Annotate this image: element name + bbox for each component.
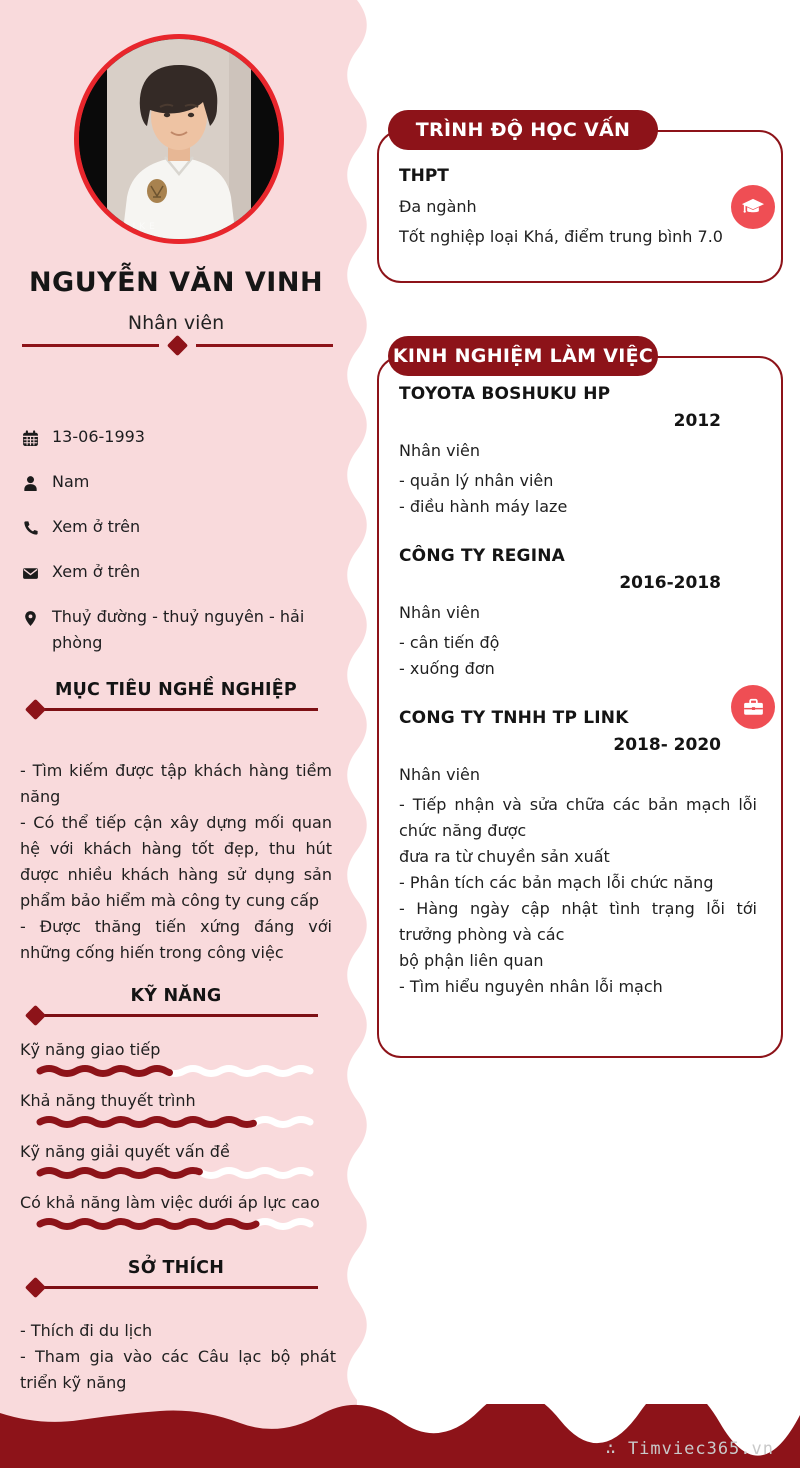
objective-line: - Có thể tiếp cận xây dựng mối quan hệ với khách hàng tốt đẹp, thu hút được nhiều khách hàng sử dụng sản phẩm bảo hiểm mà công ty cung cấp (20, 813, 332, 910)
skills-heading: KỸ NĂNG (130, 986, 222, 1006)
objective-heading: MỤC TIÊU NGHỀ NGHIỆP (55, 680, 297, 700)
job-details: - quản lý nhân viên - điều hành máy laze (399, 471, 568, 516)
job-entry (399, 546, 757, 682)
skill-label: Có khả năng làm việc dưới áp lực cao (20, 1193, 320, 1212)
profile-name: NGUYỄN VĂN VINH (28, 267, 324, 298)
job-company: CÔNG TY REGINA (399, 546, 566, 566)
job-period: 2016-2018 (619, 573, 721, 593)
job-role: Nhân viên (399, 441, 481, 460)
education-card (377, 130, 783, 283)
education-school: THPT (399, 166, 449, 186)
address-value: Thuỷ đường - thuỷ nguyên - hải phòng (52, 607, 305, 652)
job-company: CONG TY TNHH TP LINK (399, 708, 629, 728)
hobby-line: - Tham gia vào các Câu lạc bộ phát triển kỹ năng (20, 1347, 336, 1392)
job-details: - Tiếp nhận và sửa chữa các bản mạch lỗi chức năng được đưa ra từ chuyền sản xuất - Phân tích các bản mạch lỗi chức năng - Hàng ngày cập nhật tình trạng lỗi tới trưởng phòng và các bộ phận liên quan - Tìm hiểu nguyên nhân lỗi mạch (399, 795, 757, 996)
phone-value: Xem ở trên (52, 517, 141, 536)
objective-line: - Tìm kiếm được tập khách hàng tiềm năng (20, 761, 332, 806)
job-details: - cân tiến độ - xuống đơn (399, 633, 500, 678)
education-result: Tốt nghiệp loại Khá, điểm trung bình 7.0 (399, 227, 723, 246)
skill-label: Kỹ năng giao tiếp (20, 1040, 161, 1059)
experience-section-header: KINH NGHIỆM LÀM VIỆC (388, 336, 658, 376)
job-role: Nhân viên (399, 765, 481, 784)
experience-card (377, 356, 783, 1058)
profile-title: Nhân viên (127, 312, 225, 334)
photo-watermark: ULIKE (113, 222, 159, 232)
birthday-value: 13-06-1993 (52, 427, 145, 446)
education-major: Đa ngành (399, 197, 477, 216)
site-watermark: ∴ Timviec365.vn (605, 1439, 774, 1459)
email-value: Xem ở trên (52, 562, 141, 581)
gender-value: Nam (52, 472, 90, 491)
graduation-cap-icon (731, 185, 775, 229)
job-period: 2018- 2020 (613, 735, 721, 755)
job-entry (399, 384, 757, 520)
education-section-header: TRÌNH ĐỘ HỌC VẤN (388, 110, 658, 150)
skill-label: Kỹ năng giải quyết vấn đề (20, 1142, 230, 1161)
job-role: Nhân viên (399, 603, 481, 622)
job-period: 2012 (673, 411, 721, 431)
hobby-line: - Thích đi du lịch (20, 1321, 153, 1340)
job-entry (399, 708, 757, 1000)
hobbies-heading: SỞ THÍCH (127, 1258, 225, 1278)
objective-line: - Được thăng tiến xứng đáng với những cống hiến trong công việc (20, 917, 332, 962)
briefcase-icon (731, 685, 775, 729)
skill-label: Khả năng thuyết trình (20, 1091, 196, 1110)
job-company: TOYOTA BOSHUKU HP (399, 384, 611, 404)
